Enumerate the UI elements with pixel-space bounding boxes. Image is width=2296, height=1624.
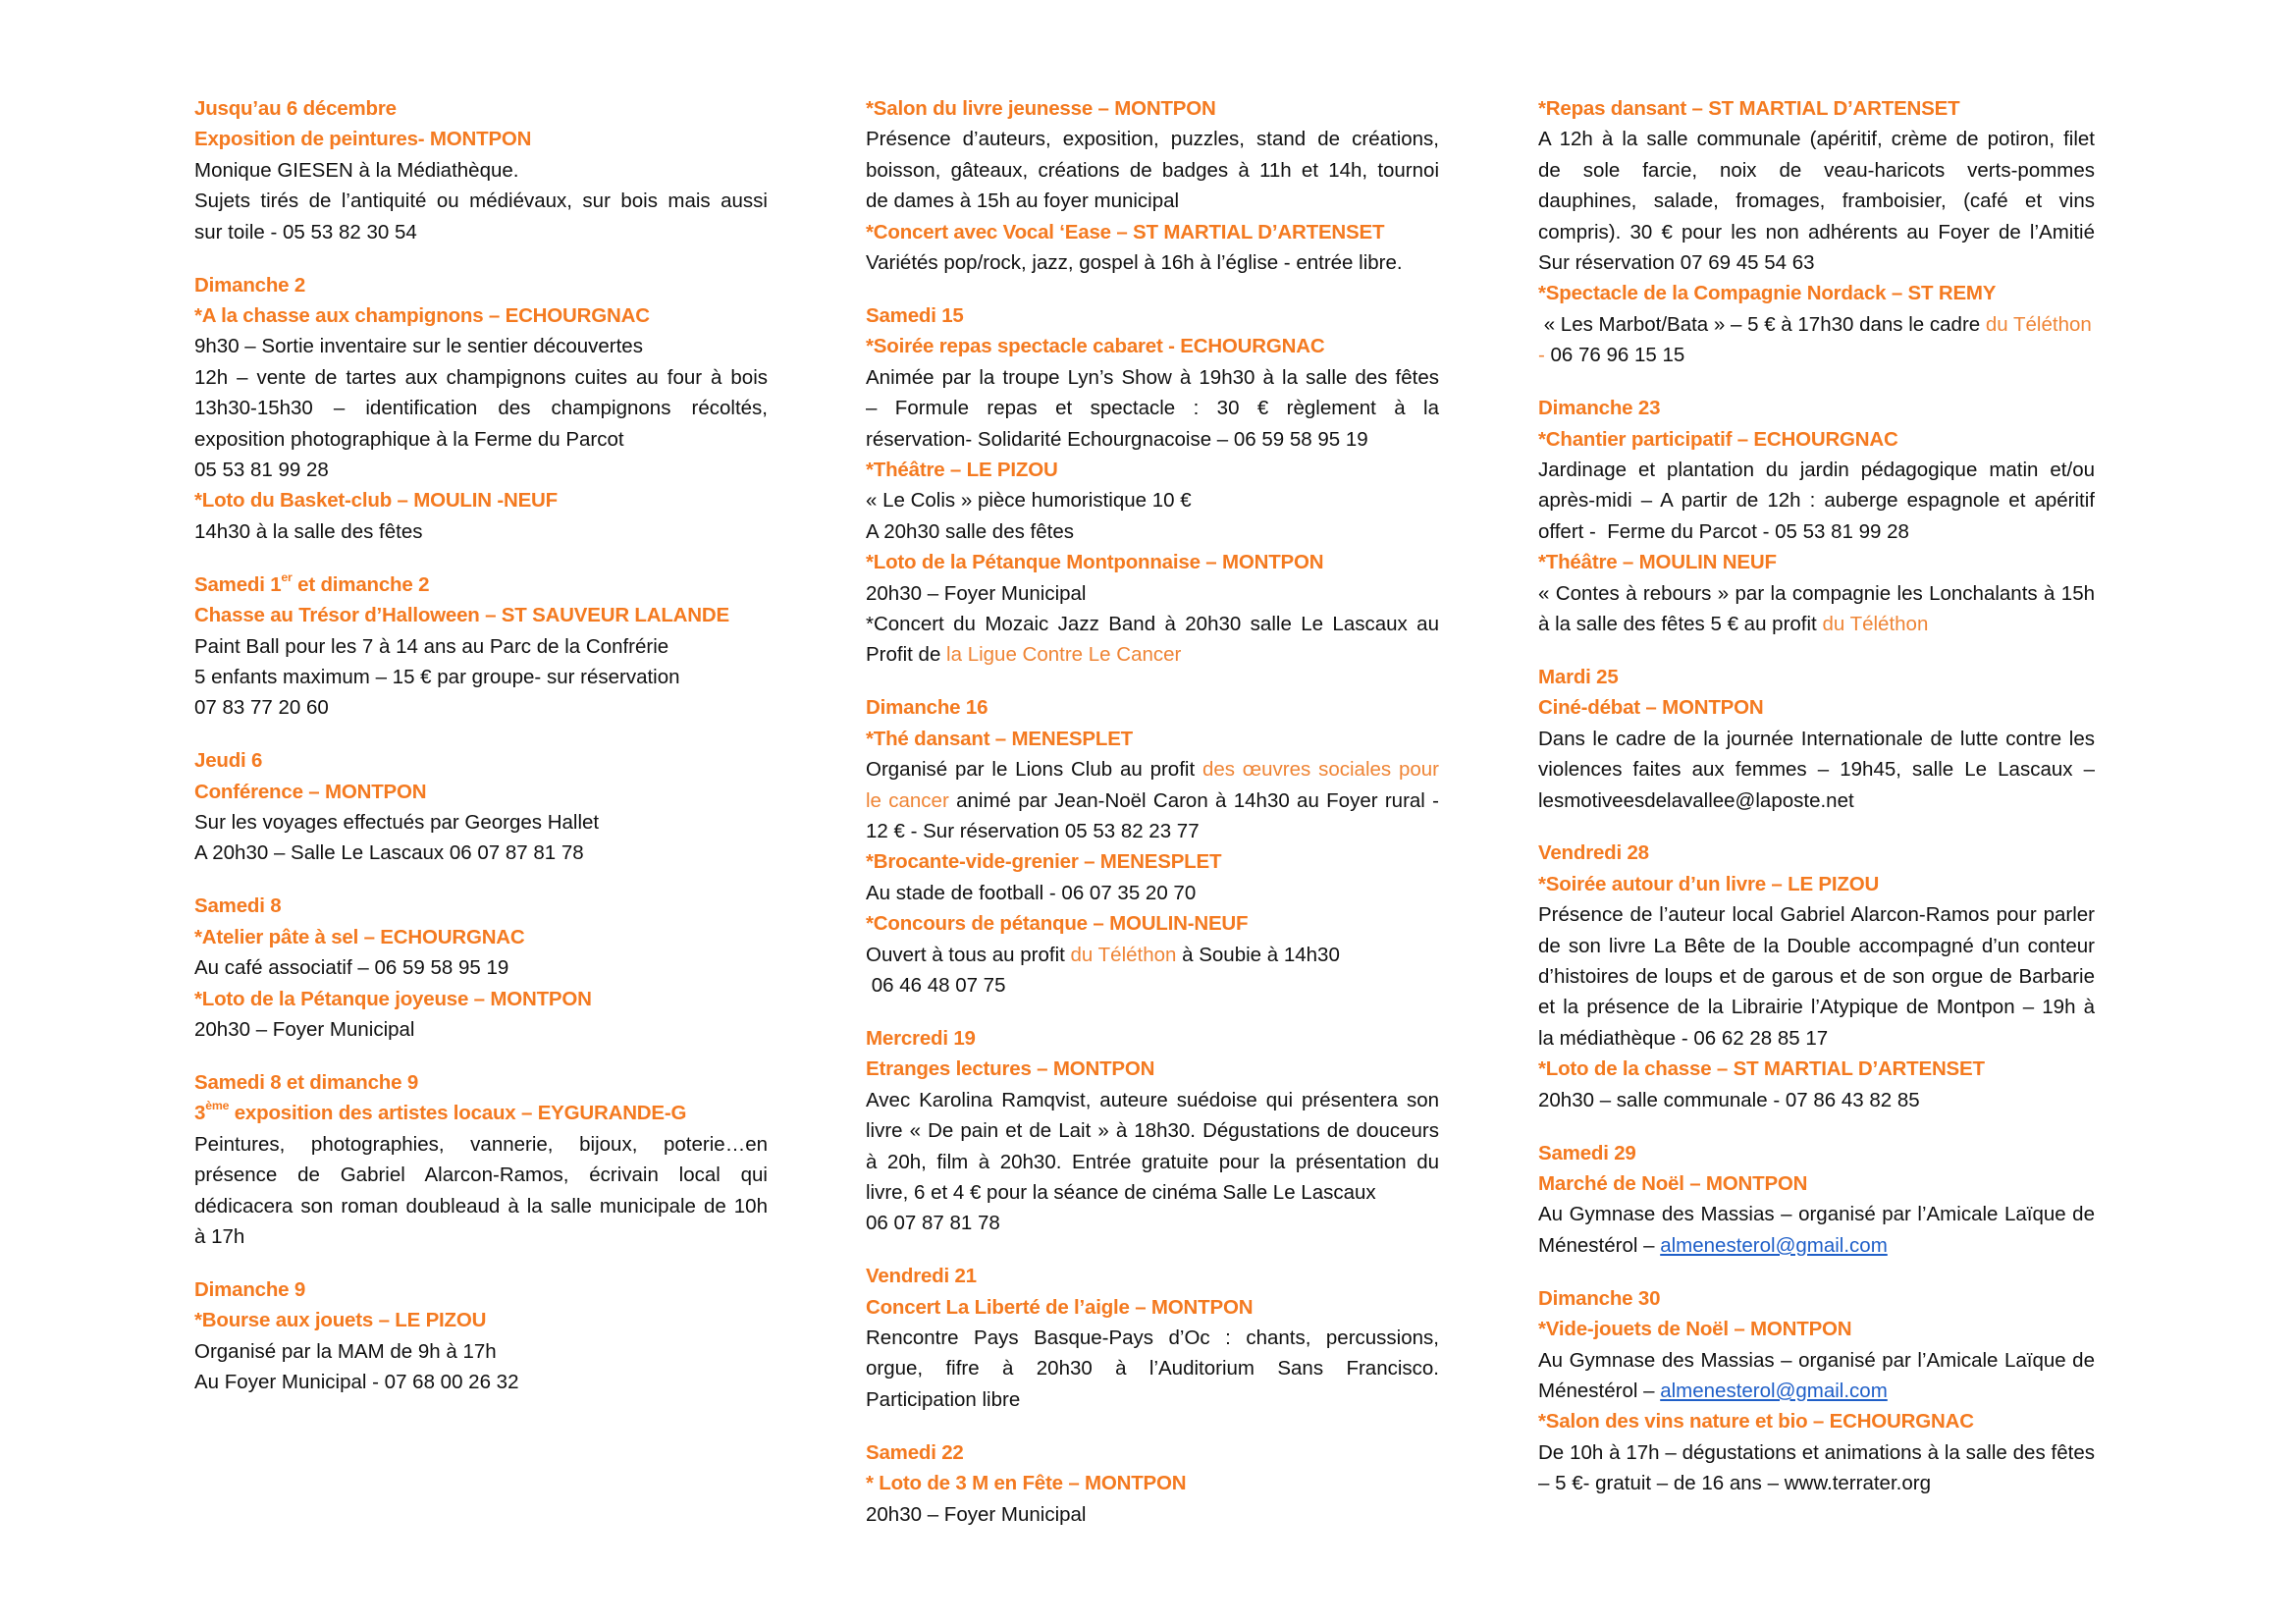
event-title: *Spectacle de la Compagnie Nordack – ST REMY <box>1538 282 1997 305</box>
event-title-text: 3 <box>194 1102 206 1125</box>
day-heading: Jeudi 6 <box>194 749 263 773</box>
event-line: Présence d’auteurs, exposition, puzzles, stand de créations, <box>866 128 1439 151</box>
event-line: dédicacera son roman doubleaud à la salle municipale de 10h <box>194 1194 768 1218</box>
event-line: De 10h à 17h – dégustations et animations à la salle des fêtes <box>1538 1440 2095 1464</box>
event-line: 12 € - Sur réservation 05 53 82 23 77 <box>866 819 1200 842</box>
event-line: A 12h à la salle communale (apéritif, crème de potiron, filet <box>1538 128 2095 151</box>
event-line: sur toile - 05 53 82 30 54 <box>194 220 417 244</box>
telethon-highlight: - <box>1538 344 1545 367</box>
event-title: * Loto de 3 M en Fête – MONTPON <box>866 1472 1187 1495</box>
event-line: Participation libre <box>866 1387 1021 1411</box>
section-jusquau-6-decembre <box>194 93 768 247</box>
event-line-text: Organisé par le Lions Club au profit <box>866 758 1202 782</box>
charity-highlight: le cancer <box>866 788 949 812</box>
day-heading <box>194 569 768 600</box>
charity-highlight: des œuvres sociales pour <box>1201 758 1439 782</box>
event-line: – 5 €- gratuit – de 16 ans – www.terrater.org <box>1538 1472 1931 1495</box>
event-line: de son livre La Bête de la Double accompagné d’un conteur <box>1538 934 2095 957</box>
event-line: la médiathèque - 06 62 28 85 17 <box>1538 1026 1829 1050</box>
event-line: dauphines, salade, fromages, framboisier, (café et vins <box>1538 189 2095 213</box>
event-line <box>1538 1376 2095 1406</box>
event-line: 05 53 81 99 28 <box>194 458 329 481</box>
event-line-text: « Les Marbot/Bata » – 5 € à 17h30 dans le cadre <box>1538 312 1986 336</box>
event-title: *Repas dansant – ST MARTIAL D’ARTENSET <box>1538 97 1960 120</box>
event-line: Avec Karolina Ramqvist, auteure suédoise qui présentera son <box>866 1088 1439 1111</box>
event-line: 12h – vente de tartes aux champignons cuites au four à bois <box>194 365 768 389</box>
event-line: 20h30 – Foyer Municipal <box>866 581 1087 605</box>
event-line: d’histoires de loups et de garous et de son orgue de Barbarie <box>1538 965 2095 989</box>
section-samedi-29 <box>1538 1138 2095 1262</box>
event-line: de sole farcie, noix de veau-haricots verts-pommes <box>1538 158 2095 182</box>
event-title: *Théâtre – MOULIN NEUF <box>1538 551 1777 574</box>
event-line-text: à la salle des fêtes 5 € au profit <box>1538 613 1823 635</box>
event-line-text: Ouvert à tous au profit <box>866 943 1071 966</box>
day-heading: Dimanche 23 <box>1538 397 1661 420</box>
event-title: *Vide-jouets de Noël – MONTPON <box>1538 1318 1852 1341</box>
event-title: Conférence – MONTPON <box>194 780 427 803</box>
event-line: offert - Ferme du Parcot - 05 53 81 99 28 <box>1538 519 1909 543</box>
event-line-text: 06 76 96 15 15 <box>1544 344 1685 367</box>
event-line: – Formule repas et spectacle : 30 € règlement à la <box>866 397 1439 420</box>
event-title: Concert La Liberté de l’aigle – MONTPON <box>866 1295 1254 1319</box>
ordinal-superscript: er <box>281 569 293 584</box>
section-samedi-22-continued <box>1538 93 2095 371</box>
event-line: *Concert du Mozaic Jazz Band à 20h30 salle Le Lascaux au <box>866 613 1439 635</box>
day-heading: Samedi 29 <box>1538 1141 1636 1164</box>
event-line: 20h30 – Foyer Municipal <box>866 1502 1087 1526</box>
day-heading: Dimanche 16 <box>866 696 988 720</box>
event-line: Au Gymnase des Massias – organisé par l’Amicale Laïque de <box>1538 1203 2095 1226</box>
event-line: « Contes à rebours » par la compagnie les Lonchalants à 15h <box>1538 581 2095 605</box>
event-line: 5 enfants maximum – 15 € par groupe- sur réservation <box>194 665 680 688</box>
event-title: *Bourse aux jouets – LE PIZOU <box>194 1309 487 1332</box>
event-line: Monique GIESEN à la Médiathèque. <box>194 158 519 182</box>
day-heading: Samedi 15 <box>866 303 964 327</box>
section-samedi-1-dimanche-2 <box>194 569 768 724</box>
event-line: Jardinage et plantation du jardin pédagogique matin et/ou <box>1538 458 2095 481</box>
event-line: à 17h <box>194 1224 245 1248</box>
event-line-text: animé par Jean-Noël Caron à 14h30 au Foyer rural - <box>948 788 1439 812</box>
event-line: Au Foyer Municipal - 07 68 00 26 32 <box>194 1371 519 1394</box>
day-heading: Mercredi 19 <box>866 1026 976 1050</box>
event-line <box>866 639 1439 670</box>
event-title: *Soirée repas spectacle cabaret - ECHOURGNAC <box>866 335 1325 358</box>
event-title: *Loto de la Pétanque joyeuse – MONTPON <box>194 987 592 1010</box>
event-line: 20h30 – Foyer Municipal <box>194 1017 415 1041</box>
section-dimanche-2 <box>194 270 768 548</box>
day-heading: Mardi 25 <box>1538 665 1619 688</box>
section-dimanche-9 <box>194 1274 768 1398</box>
day-heading: Vendredi 28 <box>1538 841 1649 865</box>
event-line: compris). 30 € pour les non adhérents au Foyer de l’Amitié <box>1538 220 2095 244</box>
email-link[interactable]: almenesterol@gmail.com <box>1660 1379 1888 1402</box>
telethon-highlight: du Téléthon <box>1985 312 2092 336</box>
event-line: Organisé par la MAM de 9h à 17h <box>194 1339 497 1363</box>
section-dimanche-23 <box>1538 393 2095 639</box>
charity-highlight: la Ligue Contre Le Cancer <box>946 643 1182 667</box>
event-line <box>1538 309 2095 340</box>
event-title: *Loto de la chasse – ST MARTIAL D’ARTENSET <box>1538 1057 1985 1081</box>
day-heading: Vendredi 21 <box>866 1265 977 1288</box>
section-samedi-15 <box>866 300 1439 671</box>
section-dimanche-9-continued <box>866 93 1439 278</box>
event-line-text: Ménestérol – <box>1538 1233 1661 1257</box>
section-dimanche-16 <box>866 692 1439 1001</box>
section-samedi-8 <box>194 891 768 1045</box>
event-title: *Brocante-vide-grenier – MENESPLET <box>866 850 1222 874</box>
section-jeudi-6 <box>194 745 768 869</box>
email-link[interactable]: almenesterol@gmail.com <box>1660 1233 1888 1257</box>
event-line <box>866 785 1439 816</box>
column-right <box>1538 93 2095 1521</box>
event-line: 14h30 à la salle des fêtes <box>194 519 423 543</box>
event-line: Peintures, photographies, vannerie, bijoux, poterie…en <box>194 1132 768 1156</box>
event-line: violences faites aux femmes – 19h45, salle Le Lascaux – <box>1538 758 2095 782</box>
event-line: Sur les voyages effectués par Georges Hallet <box>194 811 600 835</box>
event-line: présence de Gabriel Alarcon-Ramos, écrivain local qui <box>194 1164 768 1187</box>
event-title: Marché de Noël – MONTPON <box>1538 1172 1808 1195</box>
event-line: Paint Ball pour les 7 à 14 ans au Parc de la Confrérie <box>194 634 669 658</box>
event-line: A 20h30 – Salle Le Lascaux 06 07 87 81 78 <box>194 841 584 865</box>
day-heading: Jusqu’au 6 décembre <box>194 97 397 120</box>
event-line: après-midi – A partir de 12h : auberge espagnole et apéritif <box>1538 489 2095 513</box>
event-line: Sur réservation 07 69 45 54 63 <box>1538 251 1815 275</box>
event-line: « Le Colis » pièce humoristique 10 € <box>866 489 1192 513</box>
event-line: livre, 6 et 4 € pour la séance de cinéma Salle Le Lascaux <box>866 1180 1376 1204</box>
day-heading: Dimanche 30 <box>1538 1286 1661 1310</box>
event-line <box>1538 1230 2095 1261</box>
day-heading-text: et dimanche 2 <box>292 572 430 596</box>
telethon-highlight: du Téléthon <box>1822 613 1929 635</box>
event-line-text: Ménestérol – <box>1538 1379 1661 1402</box>
event-title: *Salon des vins nature et bio – ECHOURGNAC <box>1538 1410 1974 1434</box>
event-title: Etranges lectures – MONTPON <box>866 1057 1155 1081</box>
section-vendredi-21 <box>866 1261 1439 1415</box>
event-line: Au stade de football - 06 07 35 20 70 <box>866 881 1197 904</box>
event-line: de dames à 15h au foyer municipal <box>866 189 1180 213</box>
day-heading: Samedi 8 <box>194 894 282 918</box>
event-title: *Salon du livre jeunesse – MONTPON <box>866 97 1216 120</box>
event-line: Sujets tirés de l’antiquité ou médiévaux, sur bois mais aussi <box>194 189 768 213</box>
event-line: 06 46 48 07 75 <box>866 973 1006 997</box>
event-title: *Concours de pétanque – MOULIN-NEUF <box>866 912 1249 936</box>
event-title: *Loto du Basket-club – MOULIN -NEUF <box>194 489 558 513</box>
event-line <box>866 754 1439 785</box>
event-line-text: Profit de <box>866 643 947 667</box>
event-title-text: exposition des artistes locaux – EYGURANDE-G <box>229 1102 687 1125</box>
day-heading: Samedi 8 et dimanche 9 <box>194 1070 419 1094</box>
event-line: boisson, gâteaux, créations de badges à 11h et 14h, tournoi <box>866 158 1439 182</box>
event-line: A 20h30 salle des fêtes <box>866 519 1074 543</box>
event-line: lesmotiveesdelavallee@laposte.net <box>1538 788 1854 812</box>
section-vendredi-28 <box>1538 838 2095 1115</box>
event-line: Rencontre Pays Basque-Pays d’Oc : chants, percussions, <box>866 1326 1439 1350</box>
event-line: exposition photographique à la Ferme du Parcot <box>194 427 624 451</box>
event-line <box>1538 609 2095 639</box>
event-line: 9h30 – Sortie inventaire sur le sentier découvertes <box>194 335 643 358</box>
event-title: *Atelier pâte à sel – ECHOURGNAC <box>194 925 525 948</box>
event-line: Au café associatif – 06 59 58 95 19 <box>194 956 509 980</box>
event-title: *Théâtre – LE PIZOU <box>866 458 1058 481</box>
event-title: Chasse au Trésor d’Halloween – ST SAUVEUR LALANDE <box>194 604 729 627</box>
event-title: Ciné-débat – MONTPON <box>1538 696 1764 720</box>
event-line <box>1538 340 2095 370</box>
event-line: 07 83 77 20 60 <box>194 696 329 720</box>
event-line: 13h30-15h30 – identification des champignons récoltés, <box>194 397 768 420</box>
day-heading-text: Samedi 1 <box>194 572 282 596</box>
day-heading: Dimanche 2 <box>194 273 306 297</box>
event-title <box>194 1098 768 1128</box>
event-title: *Thé dansant – MENESPLET <box>866 727 1134 750</box>
event-title: *A la chasse aux champignons – ECHOURGNAC <box>194 303 650 327</box>
section-mercredi-19 <box>866 1023 1439 1239</box>
column-left <box>194 93 768 1420</box>
section-dimanche-30 <box>1538 1283 2095 1499</box>
section-samedi-8-dimanche-9 <box>194 1067 768 1252</box>
event-line: orgue, fifre à 20h30 à l’Auditorium Sans Francisco. <box>866 1357 1439 1380</box>
event-line: 20h30 – salle communale - 07 86 43 82 85 <box>1538 1088 1920 1111</box>
telethon-highlight: du Téléthon <box>1070 943 1177 966</box>
event-line: Dans le cadre de la journée Internationale de lutte contre les <box>1538 727 2095 750</box>
event-title: *Concert avec Vocal ‘Ease – ST MARTIAL D’ARTENSET <box>866 220 1385 244</box>
event-line: réservation- Solidarité Echourgnacoise – 06 59 58 95 19 <box>866 427 1368 451</box>
section-mardi-25 <box>1538 662 2095 816</box>
section-samedi-22 <box>866 1437 1439 1530</box>
event-line: 06 07 87 81 78 <box>866 1212 1000 1235</box>
event-line: Variétés pop/rock, jazz, gospel à 16h à l’église - entrée libre. <box>866 251 1403 275</box>
event-title: *Loto de la Pétanque Montponnaise – MONTPON <box>866 551 1324 574</box>
event-line: Au Gymnase des Massias – organisé par l’Amicale Laïque de <box>1538 1348 2095 1372</box>
ordinal-superscript: ème <box>205 1099 230 1113</box>
day-heading: Samedi 22 <box>866 1440 964 1464</box>
event-line: et la présence de la Librairie l’Atypique de Montpon – 19h à <box>1538 996 2095 1019</box>
event-title: *Chantier participatif – ECHOURGNAC <box>1538 427 1898 451</box>
event-line: à 20h, film à 20h30. Entrée gratuite pour la présentation du <box>866 1150 1439 1173</box>
event-line: livre « De pain et de Lait » à 18h30. Dégustations de douceurs <box>866 1119 1439 1143</box>
event-line: Animée par la troupe Lyn’s Show à 19h30 à la salle des fêtes <box>866 365 1439 389</box>
event-title: Exposition de peintures- MONTPON <box>194 128 532 151</box>
event-line: Présence de l’auteur local Gabriel Alarcon-Ramos pour parler <box>1538 903 2095 927</box>
event-line-text: à Soubie à 14h30 <box>1176 943 1340 966</box>
day-heading: Dimanche 9 <box>194 1277 306 1301</box>
event-title: *Soirée autour d’un livre – LE PIZOU <box>1538 872 1880 895</box>
column-middle <box>866 93 1439 1551</box>
event-line <box>866 940 1439 970</box>
